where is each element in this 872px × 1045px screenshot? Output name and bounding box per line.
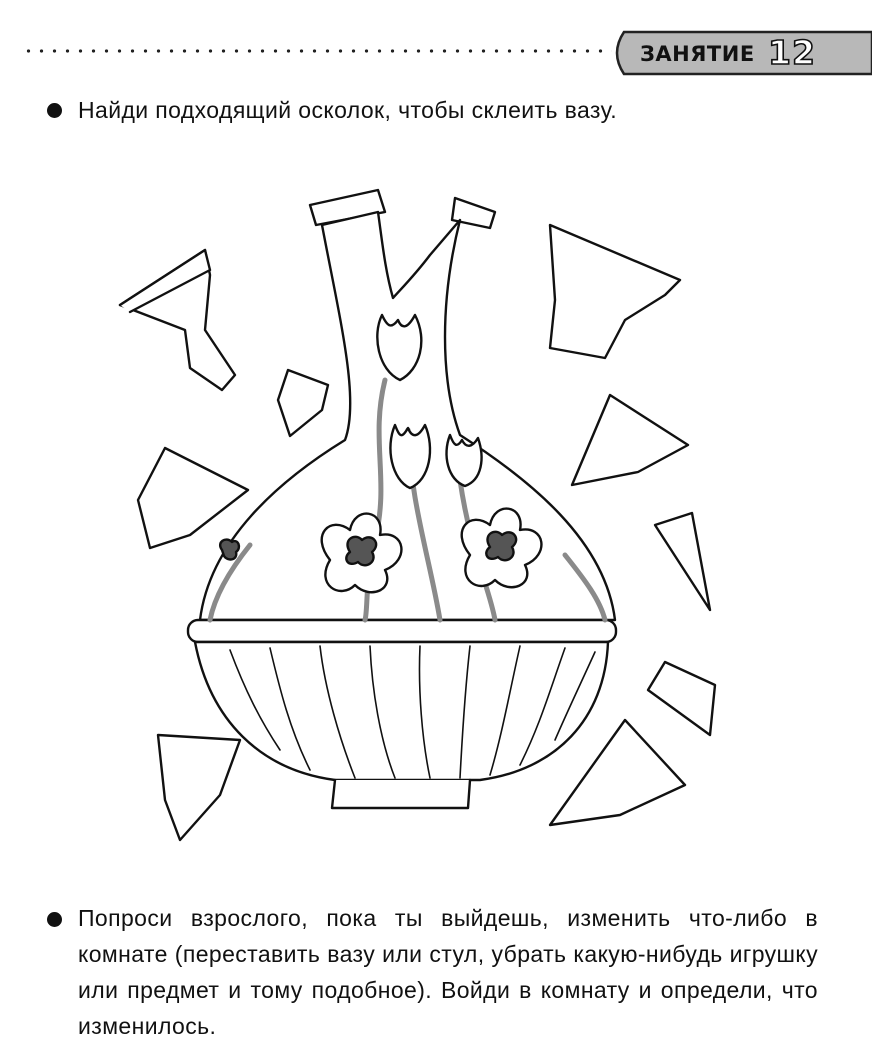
broken-vase bbox=[188, 190, 616, 808]
shard-8 bbox=[648, 662, 715, 735]
lesson-word: ЗАНЯТИЕ bbox=[640, 42, 755, 66]
shard-7 bbox=[655, 513, 710, 610]
header-dotted-line bbox=[22, 49, 612, 53]
shard-6 bbox=[572, 395, 688, 485]
lesson-label bbox=[610, 29, 872, 77]
vase-puzzle-illustration bbox=[110, 180, 730, 860]
lesson-number: 12 bbox=[768, 33, 816, 72]
shard-4 bbox=[158, 735, 240, 840]
task-instruction-2: Попроси взрослого, пока ты выйдешь, изменить что-либо в комнате (переставить вазу или стул, убрать какую-нибудь игрушку или предмет и тому подобное). Войди в комнату и определи, что изменилось. bbox=[78, 905, 818, 1039]
shard-2 bbox=[278, 370, 328, 436]
bullet-icon bbox=[47, 912, 62, 927]
bullet-icon bbox=[47, 103, 62, 118]
shard-5 bbox=[550, 225, 680, 358]
shard-3 bbox=[138, 448, 248, 548]
task-instruction-1: Найди подходящий осколок, чтобы склеить вазу. bbox=[78, 97, 617, 123]
